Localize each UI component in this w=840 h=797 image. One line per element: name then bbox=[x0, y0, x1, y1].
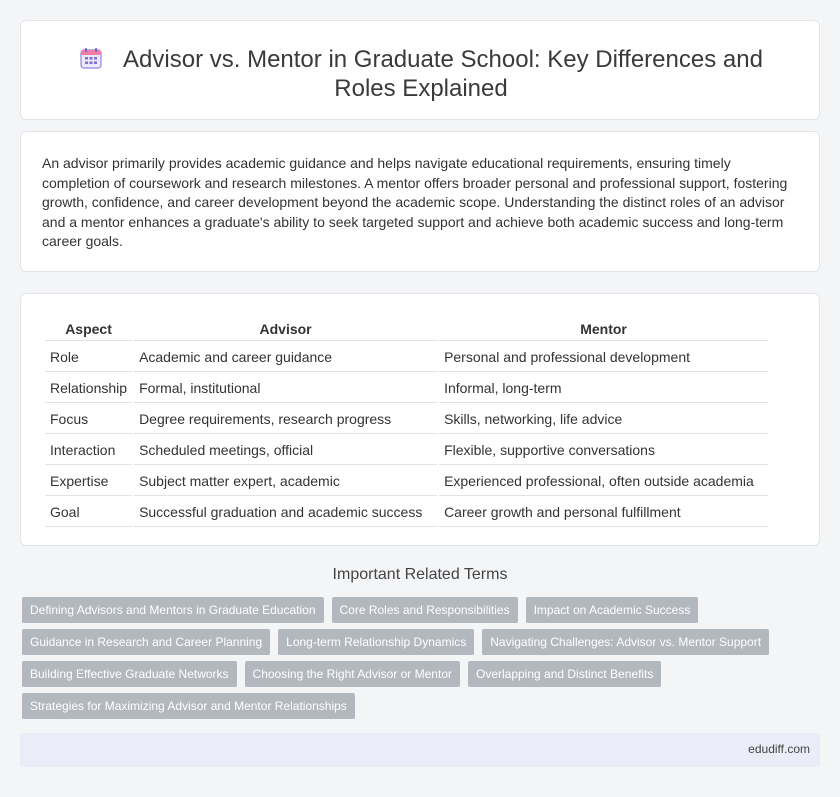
cell-aspect: Expertise bbox=[45, 467, 132, 496]
footer-site-link[interactable]: edudiff.com bbox=[748, 742, 810, 756]
table-header-row bbox=[45, 318, 768, 341]
cell-advisor: Degree requirements, research progress bbox=[134, 405, 437, 434]
calendar-icon bbox=[79, 46, 103, 70]
related-term-tag[interactable]: Building Effective Graduate Networks bbox=[22, 661, 237, 687]
header-advisor: Advisor bbox=[134, 318, 437, 341]
header-card bbox=[20, 20, 820, 120]
cell-advisor: Successful graduation and academic success bbox=[134, 498, 437, 527]
intro-paragraph: An advisor primarily provides academic guidance and helps navigate educational requirements, ensuring timely completion of coursework and research milestones. A mentor offers broader personal and professional support, fostering growth, confidence, and career development beyond the academic scope. Understanding the distinct roles of an advisor and a mentor enhances a graduate's ability to seek targeted support and achieve both academic success and long-term career goals. bbox=[42, 155, 788, 250]
table-row bbox=[45, 467, 768, 496]
intro-card bbox=[20, 131, 820, 272]
related-term-tag[interactable]: Overlapping and Distinct Benefits bbox=[468, 661, 661, 687]
cell-mentor: Informal, long-term bbox=[439, 374, 768, 403]
page-title bbox=[61, 45, 781, 103]
header-mentor: Mentor bbox=[439, 318, 768, 341]
cell-advisor: Subject matter expert, academic bbox=[134, 467, 437, 496]
related-term-tag[interactable]: Defining Advisors and Mentors in Graduate Education bbox=[22, 597, 324, 623]
table-row bbox=[45, 498, 768, 527]
cell-mentor: Personal and professional development bbox=[439, 343, 768, 372]
cell-mentor: Experienced professional, often outside academia bbox=[439, 467, 768, 496]
related-term-tag[interactable]: Choosing the Right Advisor or Mentor bbox=[245, 661, 460, 687]
comparison-table bbox=[43, 316, 770, 529]
cell-advisor: Formal, institutional bbox=[134, 374, 437, 403]
cell-aspect: Interaction bbox=[45, 436, 132, 465]
page-title-text: Advisor vs. Mentor in Graduate School: Key Differences and Roles Explained bbox=[123, 46, 763, 102]
related-term-tag[interactable]: Strategies for Maximizing Advisor and Mentor Relationships bbox=[22, 693, 355, 719]
related-term-tag[interactable]: Impact on Academic Success bbox=[526, 597, 699, 623]
cell-aspect: Relationship bbox=[45, 374, 132, 403]
table-row bbox=[45, 374, 768, 403]
related-term-tag[interactable]: Navigating Challenges: Advisor vs. Mentor Support bbox=[482, 629, 769, 655]
table-row bbox=[45, 405, 768, 434]
cell-aspect: Goal bbox=[45, 498, 132, 527]
cell-advisor: Scheduled meetings, official bbox=[134, 436, 437, 465]
cell-aspect: Focus bbox=[45, 405, 132, 434]
cell-advisor: Academic and career guidance bbox=[134, 343, 437, 372]
cell-mentor: Career growth and personal fulfillment bbox=[439, 498, 768, 527]
cell-mentor: Skills, networking, life advice bbox=[439, 405, 768, 434]
related-term-tag[interactable]: Long-term Relationship Dynamics bbox=[278, 629, 474, 655]
related-terms-title: Important Related Terms bbox=[332, 566, 508, 583]
related-term-tag[interactable]: Guidance in Research and Career Planning bbox=[22, 629, 270, 655]
header-aspect: Aspect bbox=[45, 318, 132, 341]
related-term-tag[interactable]: Core Roles and Responsibilities bbox=[332, 597, 518, 623]
cell-aspect: Role bbox=[45, 343, 132, 372]
table-row bbox=[45, 436, 768, 465]
related-terms-list bbox=[22, 597, 802, 725]
footer bbox=[20, 733, 820, 767]
cell-mentor: Flexible, supportive conversations bbox=[439, 436, 768, 465]
comparison-table-card bbox=[20, 293, 820, 546]
table-row bbox=[45, 343, 768, 372]
